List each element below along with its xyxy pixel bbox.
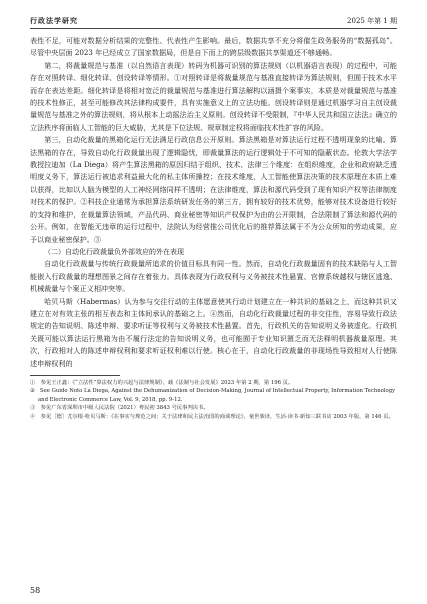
paragraph-value-goals: 自动化行政裁量与传统行政裁量所追求的价值目标具有同一性。然而，自动化行政裁量固有的技术缺陷与人工智能嵌入行政裁量的理想图景之间存在着张力。具体表现为行政权利与义务被技术性悬置、官僚系统越权与辖区逃逸、机械裁量与个案正义相冲突等。 [30,259,397,294]
footnote-2: ② See Guido Noto La Diega, Against the Dehumanization of Decision-Making, Journal of Intellectual Property, Information Technology and Electronic Commerce Law, Vol. 9, 2018, pp. 9-12. [30,388,396,403]
header-rule [30,28,397,29]
running-header [30,12,397,26]
footnote-rule [30,375,120,376]
paragraph-second-point: 第二，将裁量规范与基准（以自然语言表现）转码为机器可识别的算法规则（以机器语言表现）的过程中，可能存在对照转译、细化转译、创设转译等情形。①对照转译是将裁量规范与基准直接转译为算法规则，但囿于技术水平而存在表达差距。细化转译是将相对宽泛的裁量规范与基准进行算法解构以涵摄个案事实，本质是对裁量规范与基准的技术性修正，甚至可能修改其法律构成要件，具有实施意义上的立法功能。创设转译则是通过机器学习自主创设裁量规范与基准之外的算法规则，将从根本上动摇法治主义原则。创设转译不受限制，『中华人民共和国立法法』确立的立法秩序将面临人工智能的巨大威胁，尤其是下位法规、规章制定权将面临技术性扩容的风险。 [30,60,397,132]
paragraph-third-point: 第三，自动化裁量的黑箱化运行无法满足行政信息公开原则。算法黑箱是对算法运行过程不透明现象的比喻。算法黑箱的存在，导致自动化行政裁量出现了逻辑隐忧，即裁量算法的运行逻辑处于不可知的隐蔽状态。伦敦大学法学教授拉迪加（La Diega）将产生算法黑箱的原因归结于组织、技术、法律三个维度：在组织维度，企业和政府缺乏透明度义务下，算法运行被追求利益最大化的私主体所操控；在技术维度，人工智能使算法决策的技术原理在本质上难以获得，比如以人脑为模型的人工神经网络同样不透明；在法律维度，算法和源代码受到了现有知识产权等法律制度对技术的保护。②科技企业通常为承担算法系统研发任务的第三方，拥有较好的技术优势，能够对技术设备进行较好的支持和维护，在裁量算法领域，产品代码、商业秘密等知识产权保护为由的公开限制，合法限制了算法和源代码的公开。例如，在智能无违章的运行过程中，法院认为经营推公司优化后的推荐算法属于不为公众所知的劳动成果，应予以商业秘密保护。③ [30,135,397,244]
footnotes [30,379,397,421]
footnote-3: ③ 参见广东省深圳市中级人民法院（2021）粤民初 3843 号民事判决书。 [30,405,209,412]
page-number: 58 [30,586,41,595]
issue-number: 2025 年第 1 期 [347,17,397,25]
footnote-4: ④ 参见［德］尤尔根·哈贝马斯：《在事实与规范之间：关于法律和民主法治国的商谈理论》，童世骏译，生活·读书·新知三联书店 2003 年版，第 146 页。 [30,413,394,420]
footnote-1: ① 参见王正鑫：《“立法性”算法权力的兴起与法律规制》，载《法制与社会发展》2023 年第 2 期，第 196 页。 [30,379,294,386]
paragraph-continued: 表性不足，可能对数据分析结果的完整性、代表性产生影响。最后，数据共享不充分将催生政务服务的“数据孤岛”。尽管中央层面 2023 年已经成立了国家数据局，但是自下而上的跨层级数据共享渠道还不够通畅。 [30,36,397,58]
article-body [30,35,397,370]
section-subheading: （二）自动化行政裁量负外部效应的外在表现 [44,247,184,256]
journal-title: 行政法学研究 [30,16,78,25]
paragraph-habermas: 哈贝马斯（Habermas）认为参与交往行动的主体愿意使其行动计划建立在一种共识的基础之上，而这种共识又建立在对有效主张的相互表态和主体间承认的基础之上。④然而，自动化行政裁量过程的非交往性，容易导致行政法规定的告知说明、陈述申辩、要求听证等权利与义务被技术性悬置。首先，行政机关的告知说明义务被虚化。行政机关既可能以算法运行黑箱为由不履行法定的告知说明义务，也可能囿于专业知识匮乏而无法释明机器裁量原理。其次，行政相对人的陈述申辩权利和要求听证权利难以行使。核心在于，自动化行政裁量的非现场性导致相对人行使陈述申辩权利的 [30,296,397,368]
